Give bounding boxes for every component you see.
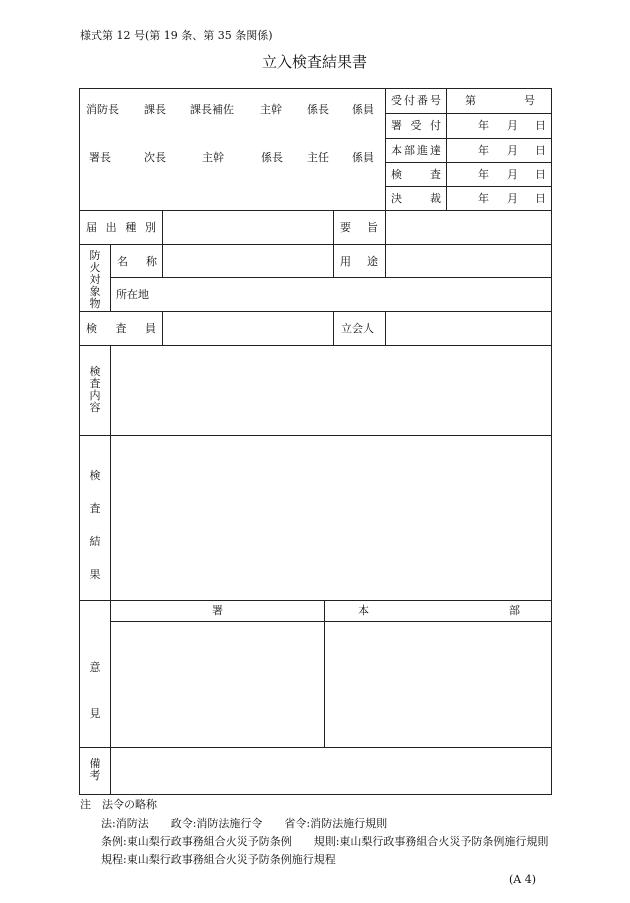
station-receipt-label: 署受付 [391, 119, 441, 132]
approval-label: 主任 [307, 151, 329, 164]
inspection-result-label: 検査結果 [89, 469, 101, 581]
remarks-area[interactable] [111, 748, 551, 794]
paper-size: (A 4) [509, 873, 537, 886]
notification-type-label: 届出種別 [86, 221, 156, 234]
form-code: 様式第 12 号(第 19 条、第 35 条関係) [80, 29, 273, 42]
inspection-result-area[interactable] [111, 436, 551, 599]
approval-label: 課長補佐 [190, 103, 234, 116]
notes-line: 法:消防法 政令:消防法施行令 省令:消防法施行規則 [101, 817, 388, 830]
approval-label: 係員 [352, 103, 374, 116]
opinion-label: 意見 [89, 661, 101, 720]
notification-type-field[interactable] [163, 211, 332, 243]
approval-label: 係員 [352, 151, 374, 164]
approval-decision-label: 決裁 [391, 192, 441, 205]
inspection-label: 検査 [391, 168, 441, 181]
witness-field[interactable] [386, 312, 551, 344]
hq-opinion-header-bu: 部 [509, 604, 520, 617]
approval-label: 課長 [144, 103, 166, 116]
notes-line: 条例:東山梨行政事務組合火災予防条例 規則:東山梨行政事務組合火災予防条例施行規則 [101, 835, 549, 848]
number-prefix: 第 [465, 94, 476, 107]
usage-label: 用途 [340, 255, 378, 268]
hq-opinion-header-hon: 本 [358, 604, 369, 617]
station-opinion-area[interactable] [111, 622, 323, 746]
witness-label: 立会人 [341, 322, 374, 335]
approval-label: 主幹 [260, 103, 282, 116]
summary-label: 要旨 [340, 221, 378, 234]
address-label: 所在地 [116, 288, 149, 301]
address-field[interactable] [163, 278, 551, 310]
name-field[interactable] [163, 245, 332, 277]
hq-submission-label: 本部進達 [391, 144, 441, 157]
approval-label: 係長 [261, 151, 283, 164]
station-opinion-header: 署 [212, 604, 223, 617]
approval-label: 署長 [89, 151, 111, 164]
approval-label: 係長 [307, 103, 329, 116]
approval-label: 消防長 [86, 103, 119, 116]
number-suffix: 号 [524, 94, 535, 107]
inspection-content-area[interactable] [111, 346, 551, 434]
page-title: 立入検査結果書 [262, 53, 368, 71]
summary-field[interactable] [386, 211, 551, 243]
notes-line: 規程:東山梨行政事務組合火災予防条例施行規程 [101, 853, 336, 866]
approval-label: 主幹 [202, 151, 224, 164]
notes-heading: 注 法令の略称 [80, 798, 157, 811]
hq-opinion-area[interactable] [325, 622, 551, 746]
inspection-content-label: 検査内容 [89, 365, 101, 414]
usage-field[interactable] [386, 245, 551, 277]
name-label: 名称 [117, 255, 157, 268]
approval-label: 次長 [144, 151, 166, 164]
fire-target-label: 防火対象物 [89, 249, 101, 310]
receipt-number-label: 受付番号 [391, 94, 441, 107]
inspector-field[interactable] [163, 312, 332, 344]
inspector-label: 検査員 [86, 322, 156, 335]
remarks-label: 備考 [89, 757, 101, 782]
